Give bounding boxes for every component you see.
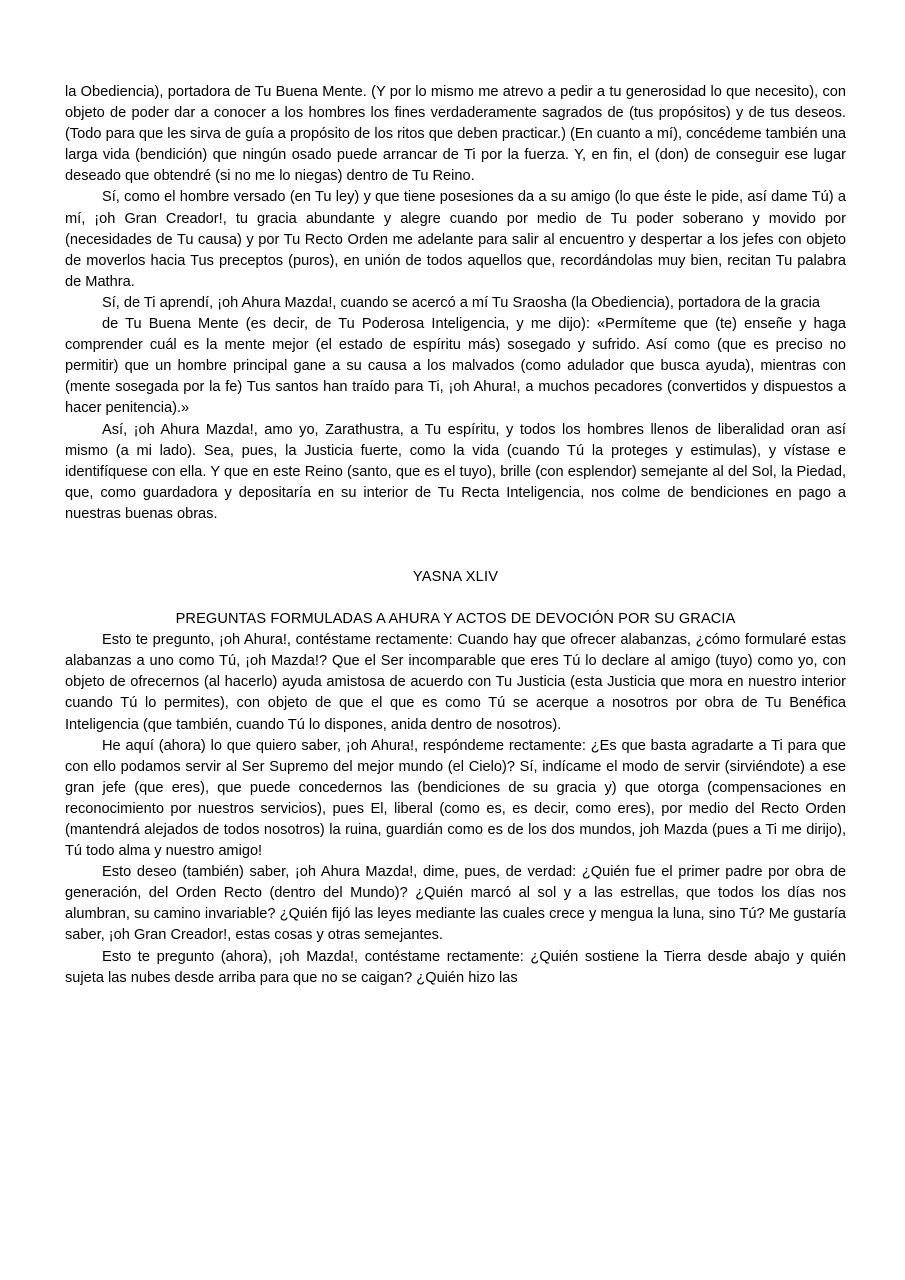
paragraph: Esto te pregunto (ahora), ¡oh Mazda!, contéstame rectamente: ¿Quién sostiene la Tierra desde abajo y quién sujeta las nubes desde arriba para que no se caigan? ¿Quién hizo las: [65, 948, 846, 986]
text-column: [65, 82, 846, 989]
paragraph: Así, ¡oh Ahura Mazda!, amo yo, Zarathustra, a Tu espíritu, y todos los hombres llenos de liberalidad oran así mismo (a mi lado). Sea, pues, la Justicia fuerte, como la vida (cuando Tú la proteges y estimulas), y vístase e identifíquese con ella. Y que en este Reino (santo, que es el tuyo), brille (con esplendor) semejante al del Sol, la Piedad, que, como guardadora y depositaría en su interior de Tu Recta Inteligencia, nos colme de bendiciones en pago a nuestras buenas obras.: [65, 421, 846, 522]
paragraph: la Obediencia), portadora de Tu Buena Mente. (Y por lo mismo me atrevo a pedir a tu generosidad lo que necesito), con objeto de poder dar a conocer a los hombres los fines verdaderamente sagrados de (tus propósitos) y de tus deseos. (Todo para que les sirva de guía a propósito de los ritos que deben practicar.) (En cuanto a mí), concédeme también una larga vida (bendición) que ningún osado puede arrancar de Ti por la fuerza. Y, en fin, el (don) de conseguir ese lugar deseado que obtendré (si no me lo niegas) dentro de Tu Reino.: [65, 84, 846, 185]
paragraph: Sí, como el hombre versado (en Tu ley) y que tiene posesiones da a su amigo (lo que éste le pide, así dame Tú) a mí, ¡oh Gran Creador!, tu gracia abundante y alegre cuando por medio de Tu poder soberano y movido por (necesidades de Tu causa) y por Tu Recto Orden me adelante para salir al encuentro y despertar a los jefes con objeto de moverlos hacia Tus preceptos (puros), en unión de todos aquellos que, recordándolas muy bien, recitan Tu palabra de Mathra.: [65, 189, 846, 290]
chapter-heading-block: [65, 567, 846, 630]
paragraph: de Tu Buena Mente (es decir, de Tu Poderosa Inteligencia, y me dijo): «Permíteme que (te) enseñe y haga comprender cuál es la mente mejor (el estado de espíritu más) sosegado y sufrido. Así como (que es preciso no permitir) que un hombre principal gane a su causa a los malvados (como adulador que busca ayuda), mientras con (mente sosegada por la fe) Tus santos han traído para Ti, ¡oh Ahura!, a muchos pecadores (convertidos y dispuestos a hacer penitencia).»: [65, 316, 846, 417]
paragraph: Sí, de Ti aprendí, ¡oh Ahura Mazda!, cuando se acercó a mí Tu Sraosha (la Obediencia), portadora de la gracia: [102, 294, 820, 311]
paragraph: He aquí (ahora) lo que quiero saber, ¡oh Ahura!, respóndeme rectamente: ¿Es que basta agradarte a Ti para que con ello podamos servir al Ser Supremo del mejor mundo (el Cielo)? Sí, indícame el modo de servir (sirviéndote) a ese gran jefe (que eres), que puede concedernos las (bendiciones de su gracia y) que otorga (compensaciones en reconocimiento por nuestros servicios), pues El, liberal (como es, es decir, como eres), por medio del Recto Orden (mantendrá alejados de todos nosotros) la ruina, guardián como es de los dos mundos, joh Mazda (pues a Ti me dirijo), Tú todo alma y nuestro amigo!: [65, 737, 846, 860]
chapter-title: YASNA XLIV: [412, 568, 499, 585]
paragraph: Esto te pregunto, ¡oh Ahura!, contéstame rectamente: Cuando hay que ofrecer alabanzas, ¿cómo formularé estas alabanzas a uno como Tú, ¡oh Mazda!? Que el Ser incomparable que eres Tú lo declare al amigo (tuyo) como yo, con objeto de ofrecernos (al hacerlo) ayuda amistosa de acuerdo con Tu Justicia (esta Justicia que mora en nuestro interior cuando Tú lo permites), con objeto de que el que es como Tú se acerque a nosotros por obra de Tu Benéfica Inteligencia (que también, cuando Tú lo dispones, anida dentro de nosotros).: [65, 632, 846, 733]
chapter-subtitle: PREGUNTAS FORMULADAS A AHURA Y ACTOS DE DEVOCIÓN POR SU GRACIA: [175, 611, 736, 628]
paragraph: Esto deseo (también) saber, ¡oh Ahura Mazda!, dime, pues, de verdad: ¿Quién fue el primer padre por obra de generación, del Orden Recto (dentro del Mundo)? ¿Quién marcó al sol y a las estrellas, que todos los días nos alumbran, su camino invariable? ¿Quién fijó las leyes mediante las cuales crece y mengua la luna, sino Tú? Me gustaría saber, ¡oh Gran Creador!, estas cosas y otras semejantes.: [65, 864, 846, 944]
